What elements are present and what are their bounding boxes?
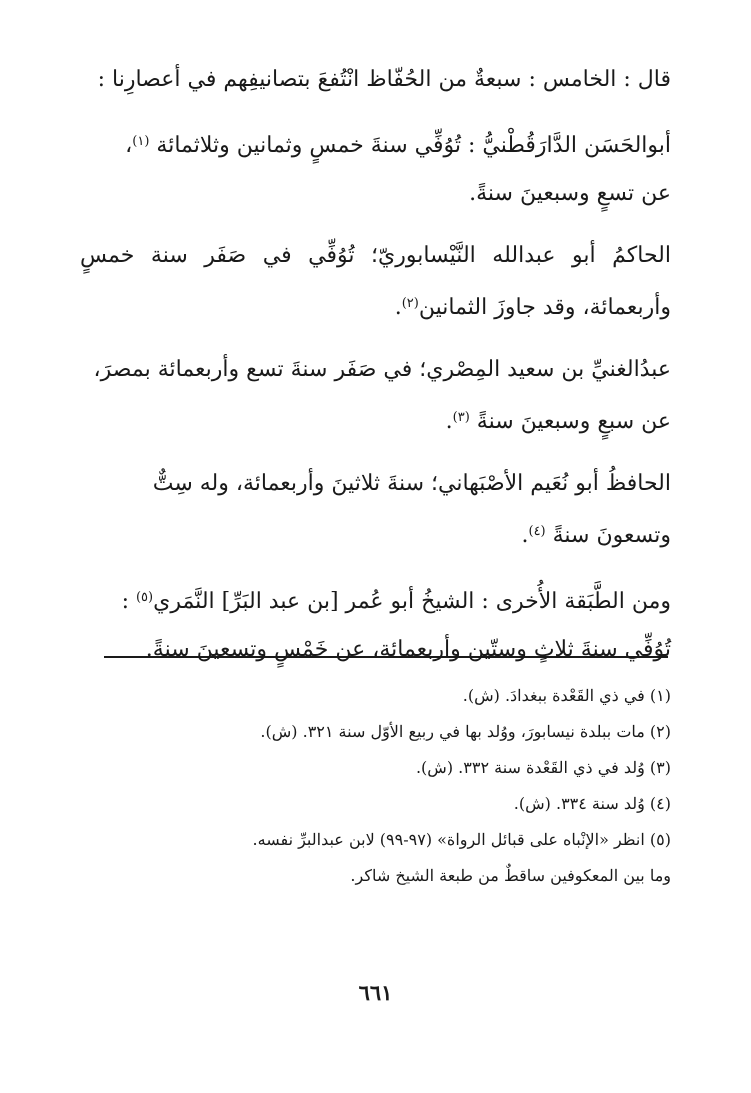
- entry-text: وتسعونَ سنةً: [552, 523, 671, 548]
- punctuation: .: [445, 409, 453, 434]
- footnote-ref: (١): [132, 134, 150, 149]
- entry-line: الحاكمُ أبو عبدالله النَّيْسابوريّ؛ تُوُفِّي في صَفَر سنة خمسٍ: [80, 243, 671, 268]
- entry-ibn-abd-al-barr: [80, 574, 671, 674]
- entry-text: أبوالحَسَن الدَّارَقُطْنيُّ : تُوُفِّي سنةَ خمسٍ وثمانين وثلاثمائة: [156, 133, 671, 158]
- footnote-ref: (٥): [135, 590, 154, 605]
- entry-line: الحافظُ أبو نُعَيم الأصْبَهاني؛ سنةَ ثلاثينَ وأربعمائة، وله سِتٌّ: [152, 471, 671, 496]
- footnote-1: (١) في ذي القَعْدة ببغدادَ. (ش).: [462, 686, 671, 705]
- entry-line: عبدُالغنيِّ بن سعيد المِصْري؛ في صَفَر سنةَ تسع وأربعمائة بمصرَ،: [93, 357, 671, 382]
- punctuation: .: [521, 523, 529, 548]
- footnote-separator: [104, 656, 668, 658]
- footnote-ref: (٤): [528, 524, 546, 539]
- entry-line: عن تسعٍ وسبعينَ سنةً.: [469, 181, 671, 206]
- footnotes: [80, 678, 671, 894]
- entry-text: عن سبعٍ وسبعينَ سنةً: [476, 409, 671, 434]
- entry-line: تُوُفِّي سنةَ ثلاثٍ وستّين وأربعمائة، عن خَمْسٍ وتسعينَ سنةً.: [145, 637, 671, 662]
- punctuation: ،: [125, 133, 133, 158]
- footnote-5-continued: وما بين المعكوفين ساقطٌ من طبعة الشيخ شاكر.: [350, 866, 671, 885]
- punctuation: .: [394, 295, 402, 320]
- entry-line: [80, 508, 671, 560]
- entry-daraqutni: [80, 118, 671, 218]
- footnote-2: (٢) مات ببلدة نيسابورَ، ووُلد بها في ربيع الأوّل سنة ٣٢١. (ش).: [260, 722, 671, 741]
- entry-text: ومن الطَّبَقة الأُخرى : الشيخُ أبو عُمر [بن عبد البَرِّ] النَّمَري: [153, 589, 671, 614]
- entry-abu-nuaym: [80, 460, 671, 560]
- intro-paragraph: [80, 56, 671, 104]
- entry-hakim: [80, 232, 671, 332]
- footnote-3: (٣) وُلد في ذي القَعْدة سنة ٣٣٢. (ش).: [415, 758, 671, 777]
- entry-text: وأربعمائة، وقد جاوزَ الثمانين: [418, 295, 671, 320]
- entry-line: [80, 574, 671, 626]
- footnote-ref: (٢): [401, 296, 419, 311]
- entry-abdulghani: [80, 346, 671, 446]
- entry-line: [80, 280, 671, 332]
- page-number: ٦٦١: [358, 980, 393, 1005]
- footnote-4: (٤) وُلد سنة ٣٣٤. (ش).: [513, 794, 671, 813]
- entry-line: [80, 394, 671, 446]
- punctuation: :: [121, 589, 136, 614]
- intro-line: قال : الخامس : سبعةٌ من الحُفّاظ انْتُفعَ بتصانيفِهم في أعصارِنا :: [97, 67, 671, 92]
- footnote-5: (٥) انظر «الإنْباه على قبائل الرواة» (٩٧-٩٩) لابن عبدالبرِّ نفسه.: [252, 830, 671, 849]
- main-text: [80, 56, 671, 674]
- entry-line: [80, 118, 671, 170]
- footnote-ref: (٣): [452, 410, 470, 425]
